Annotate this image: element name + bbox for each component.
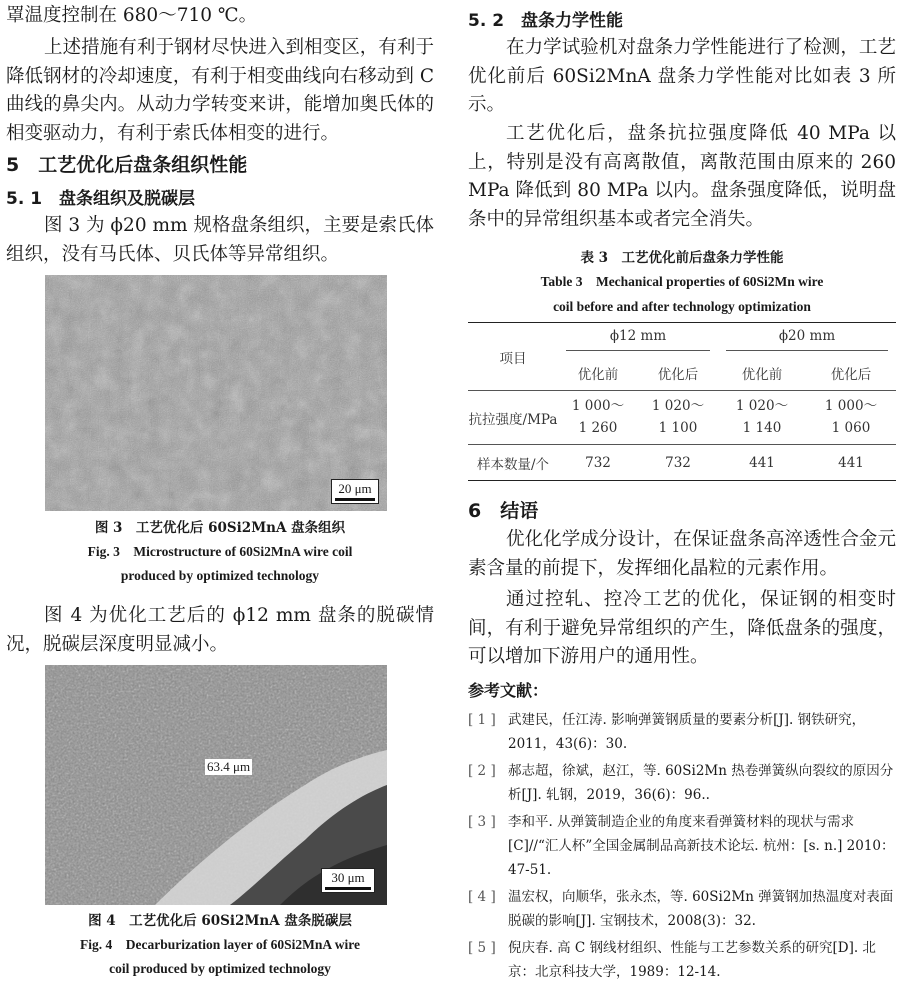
table-cell: 732 xyxy=(665,454,691,471)
reference-number: [ 4 ] xyxy=(468,889,496,905)
section-6-heading: 6 结语 xyxy=(468,500,539,522)
table-group-12mm xyxy=(558,323,718,357)
figure-3-caption-cn: 图 3 工艺优化后 60Si2MnA 盘条组织 xyxy=(94,520,346,536)
references-heading: 参考文献： xyxy=(468,681,549,700)
table-cell xyxy=(806,391,896,445)
table-3 xyxy=(468,322,896,481)
group-label: ϕ12 mm xyxy=(566,328,710,351)
references-list xyxy=(468,708,896,984)
reference-text: 李和平. 从弹簧制造企业的角度来看弹簧材料的现状与需求[C]//“汇人杯”全国金属制品高新技术论坛. 杭州：[s. n.] 2010：47-51. xyxy=(508,814,895,878)
cell-bottom: 1 260 xyxy=(578,419,618,436)
reference-text: 郝志超，徐斌，赵江，等. 60Si2Mn 热卷弹簧纵向裂纹的原因分析[J]. 轧钢，2019，36(6)：96.. xyxy=(508,763,894,803)
reference-text: 温宏权，向顺华，张永杰，等. 60Si2Mn 弹簧钢加热温度对表面脱碳的影响[J]. 宝钢技术，2008(3)：32. xyxy=(508,889,894,929)
micrograph-texture xyxy=(45,275,387,511)
table-cell: 732 xyxy=(585,454,611,471)
table-3-caption-cn: 表 3 工艺优化前后盘条力学性能 xyxy=(580,250,784,266)
cell-top: 1 020～ xyxy=(651,397,705,414)
reference-item xyxy=(468,810,896,882)
table-cell xyxy=(638,391,718,445)
reference-item xyxy=(468,936,896,984)
paragraph-left-3: 图 4 为优化工艺后的 ϕ12 mm 盘条的脱碳情况，脱碳层深度明显减小。 xyxy=(6,605,434,655)
section-5-1-heading: 5. 1 盘条组织及脱碳层 xyxy=(6,189,196,209)
table-cell xyxy=(718,391,806,445)
reference-text: 倪庆春. 高 C 钢线材组织、性能与工艺参数关系的研究[D]. 北京：北京科技大学，1989：12-14. xyxy=(508,940,876,980)
table-header-item: 项目 xyxy=(499,350,527,367)
reference-number: [ 3 ] xyxy=(468,814,496,830)
figure-4-caption-cn: 图 4 工艺优化后 60Si2MnA 盘条脱碳层 xyxy=(88,913,352,929)
table-row-label: 样本数量/个 xyxy=(476,456,550,473)
section-5-heading: 5 工艺优化后盘条组织性能 xyxy=(6,154,248,176)
figure-4-scale-label: 30 μm xyxy=(331,870,365,885)
table-group-20mm xyxy=(718,323,896,357)
paragraph-right-3: 优化化学成分设计，在保证盘条高淬透性合金元素含量的前提下，发挥细化晶粒的元素作用。 xyxy=(468,529,896,579)
cell-bottom: 1 060 xyxy=(831,419,871,436)
table-cell: 441 xyxy=(838,454,864,471)
reference-item xyxy=(468,759,896,807)
reference-item xyxy=(468,885,896,933)
reference-text: 武建民，任江涛. 影响弹簧钢质量的要素分析[J]. 钢铁研究，2011，43(6)：30. xyxy=(508,712,866,752)
group-label: ϕ20 mm xyxy=(726,328,888,351)
table-row-label: 抗拉强度/MPa xyxy=(468,411,558,428)
paragraph-right-1: 在力学试验机对盘条力学性能进行了检测，工艺优化前后 60Si2MnA 盘条力学性能对比如表 3 所示。 xyxy=(468,37,896,115)
figure-4-scale-bar xyxy=(321,868,375,893)
text-line-top: 罩温度控制在 680～710 ℃。 xyxy=(6,5,258,26)
cell-top: 1 020～ xyxy=(735,397,789,414)
figure-3-scale-label: 20 μm xyxy=(338,481,372,496)
table-3-caption-en-1: Table 3 Mechanical properties of 60Si2Mn wire xyxy=(540,274,824,289)
table-subheader: 优化后 xyxy=(830,367,872,384)
paragraph-left-2: 图 3 为 ϕ20 mm 规格盘条组织，主要是索氏体组织，没有马氏体、贝氏体等异常组织。 xyxy=(6,215,434,265)
figure-4-micrograph xyxy=(45,665,387,905)
figure-3-caption-en-2: produced by optimized technology xyxy=(120,568,320,583)
table-3-caption-en-2: coil before and after technology optimization xyxy=(553,299,811,314)
paragraph-right-2: 工艺优化后，盘条抗拉强度降低 40 MPa 以上，特别是没有高离散值，离散范围由原来的 260 MPa 降低到 80 MPa 以内。盘条强度降低，说明盘条中的异常组织基本或者完全消失。 xyxy=(468,123,896,230)
figure-3-caption-en-1: Fig. 3 Microstructure of 60Si2MnA wire coil xyxy=(87,544,353,559)
table-cell: 441 xyxy=(749,454,775,471)
table-subheader: 优化前 xyxy=(741,367,783,384)
figure-3-micrograph xyxy=(45,275,387,511)
figure-4-measure-label: 63.4 μm xyxy=(207,759,251,774)
table-subheader: 优化后 xyxy=(657,367,699,384)
figure-4-caption-en-2: coil produced by optimized technology xyxy=(109,961,331,976)
figure-3-scale-bar xyxy=(331,479,379,504)
cell-top: 1 000～ xyxy=(824,397,878,414)
figure-4-caption-en-1: Fig. 4 Decarburization layer of 60Si2MnA wire xyxy=(80,937,360,952)
reference-number: [ 1 ] xyxy=(468,712,496,728)
reference-number: [ 2 ] xyxy=(468,763,496,779)
reference-item xyxy=(468,708,896,756)
cell-bottom: 1 140 xyxy=(742,419,782,436)
table-cell xyxy=(558,391,638,445)
cell-top: 1 000～ xyxy=(571,397,625,414)
paragraph-left-1: 上述措施有利于钢材尽快进入到相变区，有利于降低钢材的冷却速度，有利于相变曲线向右移动到 C 曲线的鼻尖内。从动力学转变来讲，能增加奥氏体的相变驱动力，有利于索氏体相变的进行。 xyxy=(6,37,434,144)
paragraph-right-4: 通过控轧、控冷工艺的优化，保证钢的相变时间，有利于避免异常组织的产生，降低盘条的强度，可以增加下游用户的通用性。 xyxy=(468,589,896,667)
reference-number: [ 5 ] xyxy=(468,940,496,956)
table-subheader: 优化前 xyxy=(577,367,619,384)
cell-bottom: 1 100 xyxy=(658,419,698,436)
section-5-2-heading: 5. 2 盘条力学性能 xyxy=(468,11,624,31)
